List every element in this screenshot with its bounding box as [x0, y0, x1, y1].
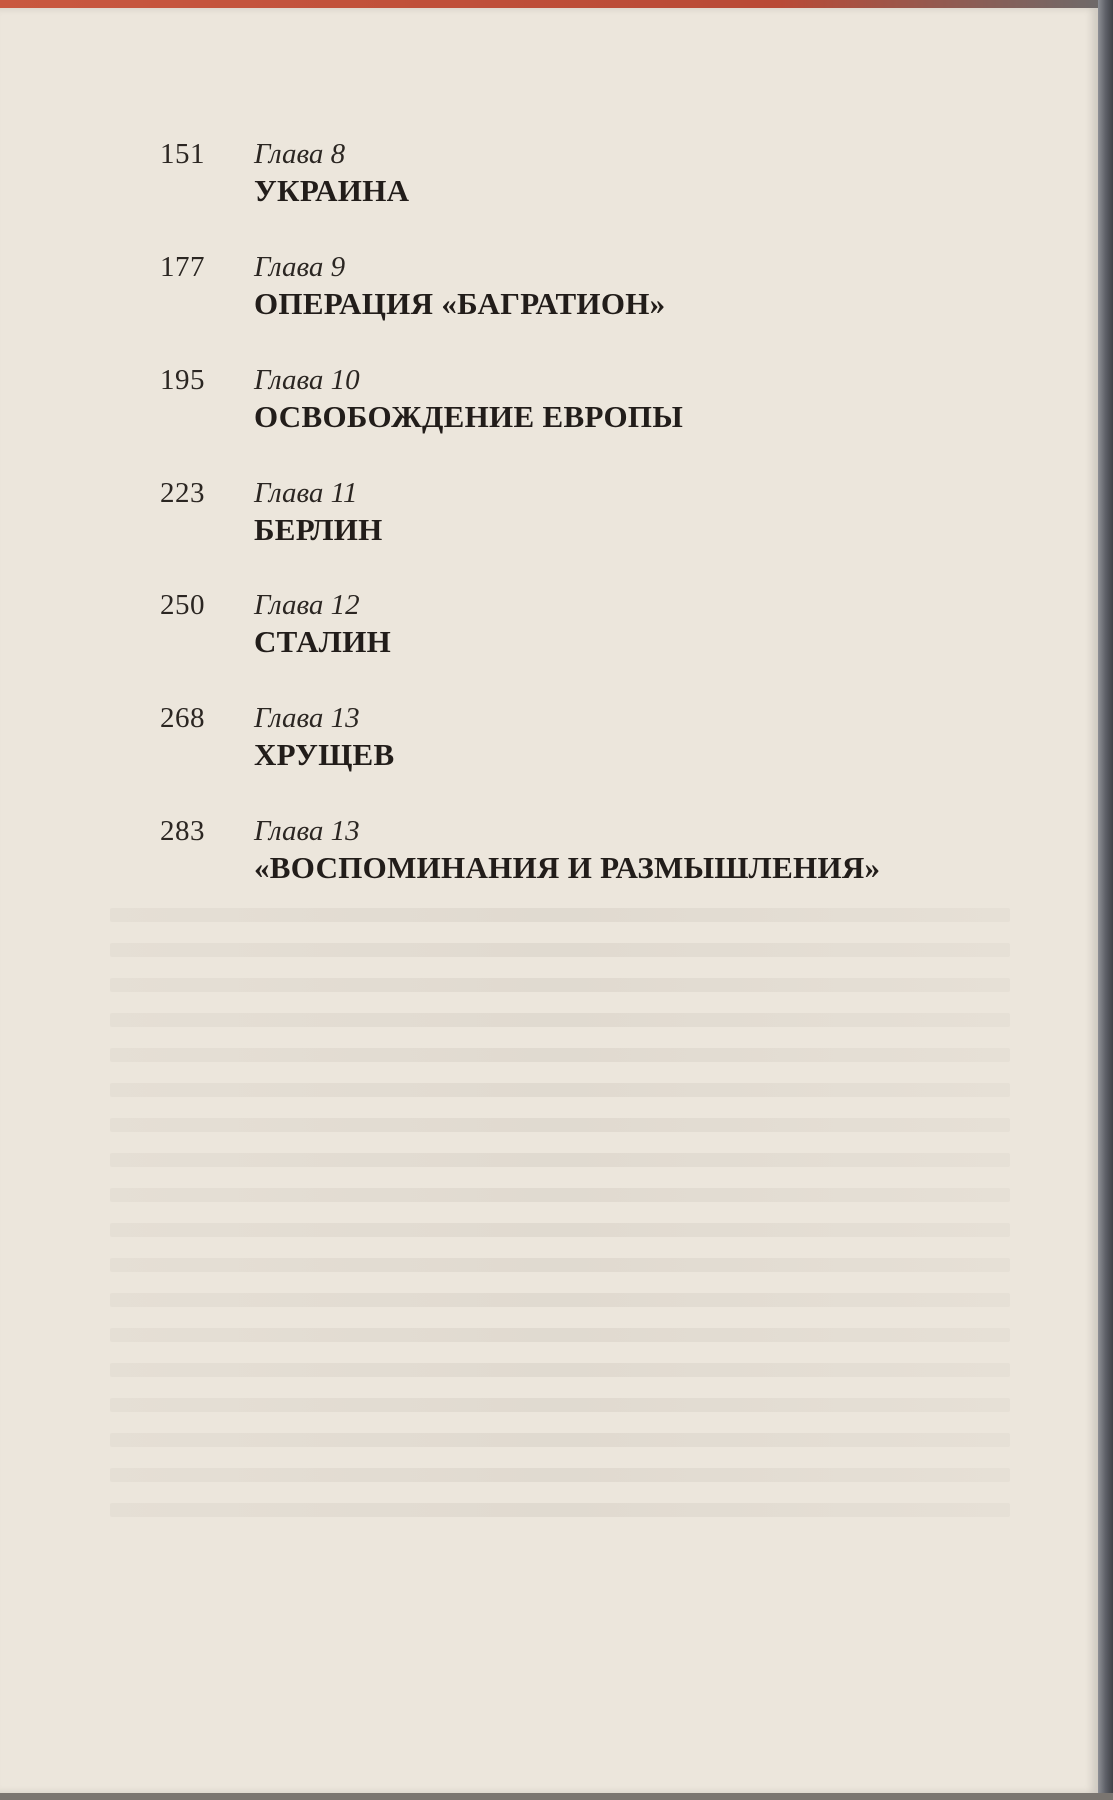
toc-entry: [0, 702, 1098, 802]
toc-chapter-title: ОСВОБОЖДЕНИЕ ЕВРОПЫ: [254, 399, 684, 434]
toc-entry: [0, 138, 1098, 238]
toc-chapter-label: Глава 10: [254, 364, 360, 396]
toc-chapter-label: Глава 8: [254, 138, 346, 170]
toc-chapter-title: СТАЛИН: [254, 624, 392, 659]
toc-page-number: 195: [160, 364, 205, 396]
toc-entry: [0, 815, 1098, 915]
toc-page-number: 177: [160, 251, 205, 283]
toc-chapter-title: БЕРЛИН: [254, 512, 383, 547]
toc-chapter-title: ХРУЩЕВ: [254, 737, 395, 772]
toc-chapter-title: ОПЕРАЦИЯ «БАГРАТИОН»: [254, 286, 666, 321]
toc-page-number: 250: [160, 589, 205, 621]
toc-entry: [0, 364, 1098, 464]
toc-chapter-label: Глава 13: [254, 815, 360, 847]
toc-page-number: 283: [160, 815, 205, 847]
toc-chapter-label: Глава 12: [254, 589, 360, 621]
toc-chapter-label: Глава 13: [254, 702, 360, 734]
toc-chapter-title: «ВОСПОМИНАНИЯ И РАЗМЫШЛЕНИЯ»: [254, 850, 881, 885]
page-bottom-edge: [0, 1793, 1113, 1800]
toc-page-number: 151: [160, 138, 205, 170]
book-page: [0, 8, 1098, 1793]
toc-entry: [0, 477, 1098, 577]
toc-entry: [0, 251, 1098, 351]
toc-page-number: 268: [160, 702, 205, 734]
page-right-edge: [1098, 0, 1113, 1800]
toc-entry: [0, 589, 1098, 689]
toc-chapter-title: УКРАИНА: [254, 173, 410, 208]
show-through-text: [110, 908, 1010, 1538]
toc-chapter-label: Глава 11: [254, 477, 358, 509]
toc-page-number: 223: [160, 477, 205, 509]
toc-chapter-label: Глава 9: [254, 251, 346, 283]
